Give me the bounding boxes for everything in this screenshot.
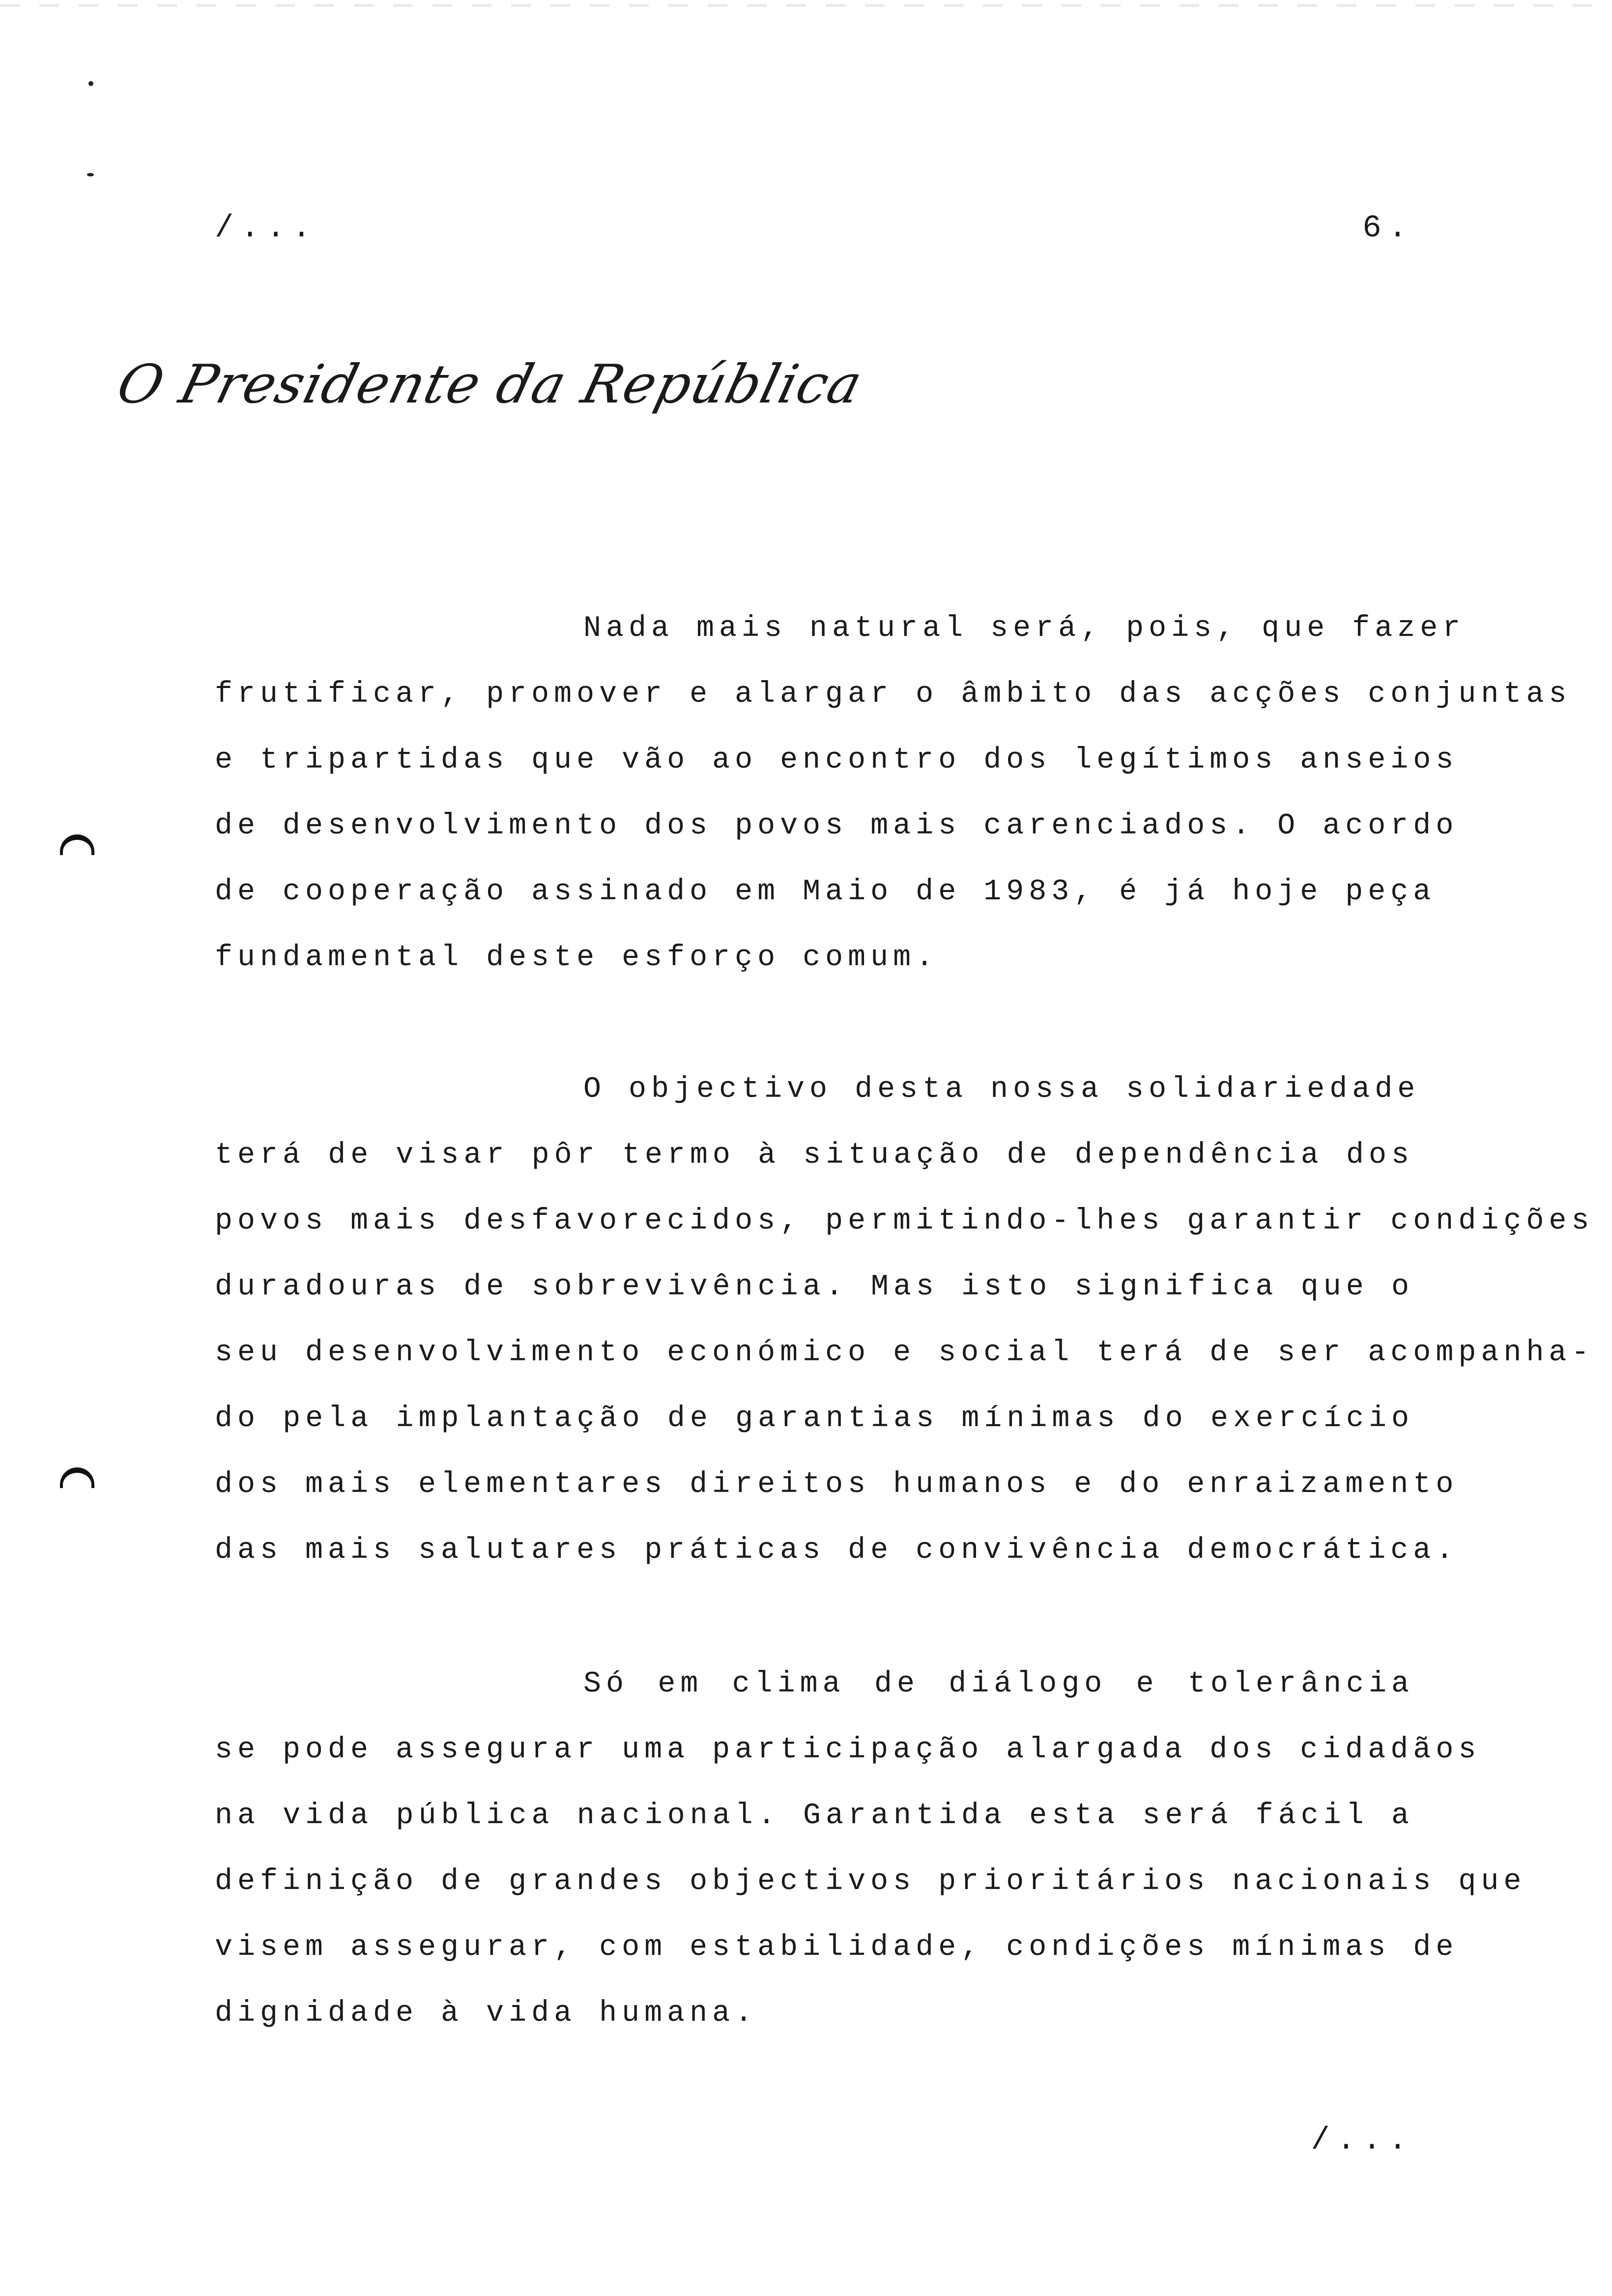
paragraph-line: na vida pública nacional. Garantida esta será fácil a: [215, 1799, 1414, 1833]
paragraph-line: Nada mais natural será, pois, que fazer: [583, 612, 1466, 645]
page-header: [215, 209, 1414, 248]
paragraph-line: O objectivo desta nossa solidariedade: [583, 1073, 1420, 1106]
paragraph-line: seu desenvolvimento económico e social terá de ser acompanha-: [215, 1336, 1594, 1370]
paragraph-line: se pode assegurar uma participação alargada dos cidadãos: [215, 1733, 1481, 1767]
punch-hole-mark-lower: [60, 1467, 94, 1488]
paragraph-line: dignidade à vida humana.: [215, 1997, 758, 2030]
paragraph-3: [215, 1651, 1526, 2046]
paragraph-line: terá de visar pôr termo à situação de dependência dos: [215, 1139, 1414, 1172]
page-number: 6.: [1362, 211, 1414, 246]
paragraph-line: frutificar, promover e alargar o âmbito das acções conjuntas: [215, 678, 1572, 711]
continuation-mark-top: /...: [215, 211, 318, 246]
paragraph-1: [215, 596, 1572, 991]
punch-hole-mark-upper: [60, 834, 94, 855]
paragraph-line: dos mais elementares direitos humanos e do enraizamento: [215, 1468, 1459, 1501]
paragraph-2: [215, 1057, 1594, 1583]
scan-edge-artifact: [0, 4, 1612, 7]
paragraph-line: visem assegurar, com estabilidade, condições mínimas de: [215, 1931, 1459, 1964]
paragraph-line: Só em clima de diálogo e tolerância: [583, 1667, 1414, 1701]
paragraph-line: do pela implantação de garantias mínimas do exercício: [215, 1402, 1414, 1435]
paragraph-line: duradouras de sobrevivência. Mas isto significa que o: [215, 1270, 1414, 1304]
margin-dash-mark: [87, 173, 94, 176]
paragraph-line: das mais salutares práticas de convivência democrática.: [215, 1534, 1459, 1567]
letterhead-title: O Presidente da República: [111, 354, 869, 415]
paragraph-line: definição de grandes objectivos prioritários nacionais que: [215, 1865, 1526, 1898]
paragraph-line: e tripartidas que vão ao encontro dos legítimos anseios: [215, 744, 1459, 777]
paragraph-line: fundamental deste esforço comum.: [215, 941, 939, 975]
paragraph-line: de desenvolvimento dos povos mais carenciados. O acordo: [215, 809, 1459, 843]
continuation-mark-bottom: /...: [1311, 2123, 1414, 2158]
paragraph-line: de cooperação assinado em Maio de 1983, é já hoje peça: [215, 875, 1436, 909]
paragraph-line: povos mais desfavorecidos, permitindo-lhes garantir condições: [215, 1205, 1594, 1238]
margin-dot-mark: [88, 81, 93, 86]
